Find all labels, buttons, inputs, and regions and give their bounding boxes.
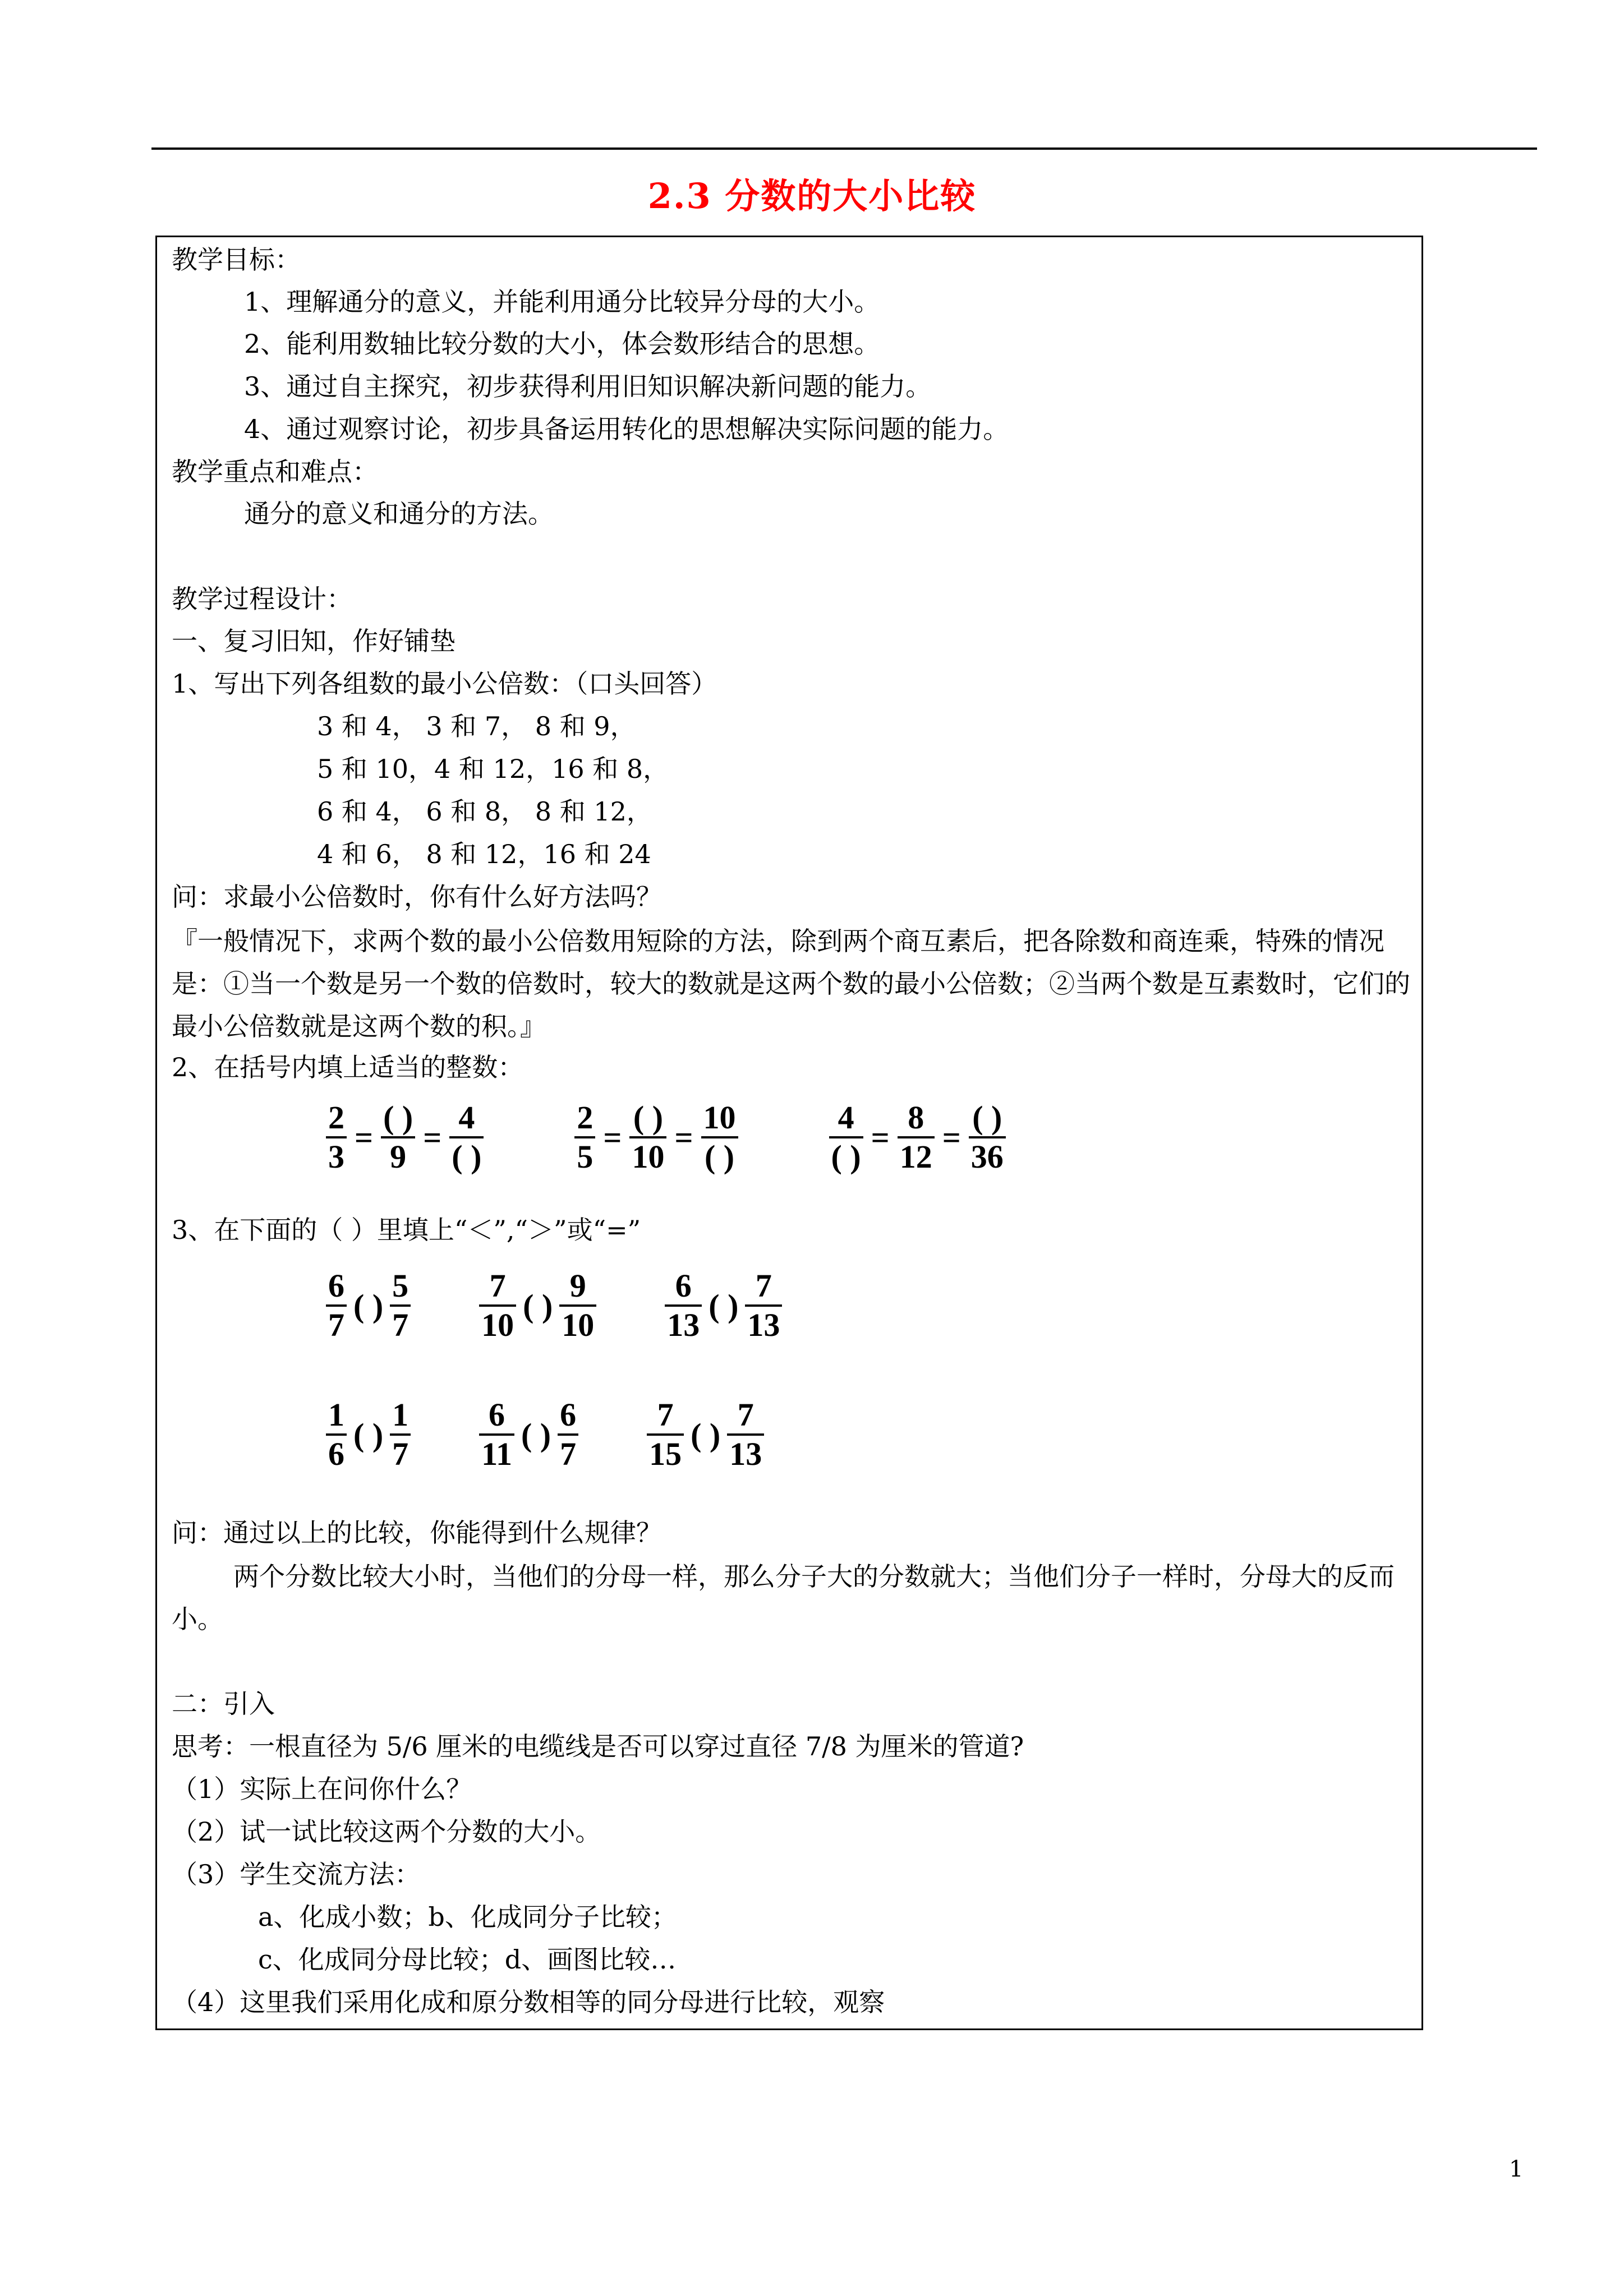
equation-group — [571, 1099, 741, 1175]
step-2: （2）试一试比较这两个分数的大小。 — [172, 1816, 601, 1847]
denominator: ( ) — [452, 1138, 482, 1175]
lcm-row-3: 6 和 4， 6 和 8， 8 和 12， — [317, 796, 652, 827]
denominator: 12 — [899, 1138, 932, 1175]
answer-1: 『一般情况下，求两个数的最小公倍数用短除的方法，除到两个商互素后，把各除数和商连乘，特殊的情况是：①当一个数是另一个数的倍数时，较大的数就是这两个数的最小公倍数；②当两个数是互素数时，它们的最小公倍数就是这两个数的积。』 — [172, 926, 1410, 1041]
blank-parentheses: ( ) — [353, 1416, 384, 1453]
comparison-pair — [323, 1267, 414, 1344]
equals-sign: = — [942, 1119, 961, 1156]
denominator: 13 — [729, 1436, 762, 1472]
equals-sign: = — [355, 1119, 374, 1156]
numerator: 4 — [458, 1099, 475, 1136]
numerator: 1 — [328, 1396, 344, 1433]
blank-parentheses: ( ) — [521, 1416, 551, 1453]
fraction — [898, 1099, 935, 1175]
answer-2: 两个分数比较大小时，当他们的分母一样，那么分子大的分数就大；当他们分子一样时，分母大的反而小。 — [172, 1561, 1395, 1634]
objective-4: 4、通过观察讨论，初步具备运用转化的思想解决实际问题的能力。 — [244, 414, 1009, 444]
ask-1: 问：求最小公倍数时，你有什么好方法吗？ — [172, 882, 662, 912]
denominator: 10 — [632, 1138, 665, 1175]
think-question: 思考：一根直径为 5/6 厘米的电缆线是否可以穿过直径 7/8 为厘米的管道? — [172, 1731, 1024, 1762]
equals-sign: = — [674, 1119, 693, 1156]
numerator: 4 — [838, 1099, 854, 1136]
denominator: 9 — [390, 1138, 407, 1175]
question-1: 1、写出下列各组数的最小公倍数：（口头回答） — [172, 668, 717, 699]
question-2: 2、在括号内填上适当的整数： — [172, 1052, 524, 1082]
numerator: 7 — [489, 1267, 506, 1304]
fraction — [969, 1099, 1006, 1175]
fraction — [727, 1396, 764, 1473]
denominator: 3 — [328, 1138, 344, 1175]
method-line-2: c、化成同分母比较；d、画图比较… — [258, 1944, 677, 1975]
compare-row-2 — [323, 1396, 829, 1473]
denominator: 10 — [562, 1307, 595, 1343]
numerator: 7 — [755, 1267, 772, 1304]
fraction — [479, 1267, 516, 1344]
denominator: 13 — [747, 1307, 780, 1343]
numerator: 7 — [657, 1396, 674, 1433]
fraction — [381, 1099, 415, 1175]
denominator: 7 — [392, 1307, 409, 1343]
numerator: 2 — [577, 1099, 594, 1136]
numerator: 6 — [560, 1396, 577, 1433]
fraction — [558, 1396, 578, 1473]
numerator: 6 — [675, 1267, 692, 1304]
question-3: 3、在下面的（ ）里填上“＜”,“＞”或“=” — [172, 1215, 641, 1245]
header-rule — [151, 147, 1537, 150]
method-line-1: a、化成小数；b、化成同分子比较； — [258, 1902, 677, 1932]
keypoints-text: 通分的意义和通分的方法。 — [244, 499, 554, 529]
fraction — [829, 1099, 863, 1175]
numerator: 1 — [392, 1396, 409, 1433]
page-title: 2.3 分数的大小比较 — [647, 176, 977, 216]
blank-parentheses: ( ) — [691, 1416, 721, 1453]
comparison-pair — [661, 1267, 785, 1344]
numerator: 9 — [569, 1267, 586, 1304]
step-3: （3）学生交流方法： — [172, 1859, 421, 1889]
fraction — [647, 1396, 684, 1473]
numerator: 5 — [392, 1267, 409, 1304]
ask-2: 问：通过以上的比较，你能得到什么规律？ — [172, 1518, 662, 1548]
fraction — [629, 1099, 666, 1175]
fraction — [479, 1396, 514, 1473]
equivalent-fractions-row — [323, 1099, 1093, 1175]
objective-1: 1、理解通分的意义，并能利用通分比较异分母的大小。 — [244, 287, 880, 317]
denominator: 6 — [328, 1436, 344, 1472]
fraction — [449, 1099, 484, 1175]
compare-row-1 — [323, 1267, 847, 1344]
numerator: ( ) — [383, 1099, 413, 1136]
denominator: 11 — [481, 1436, 512, 1472]
equals-sign: = — [603, 1119, 622, 1156]
objectives-label: 教学目标： — [172, 245, 301, 275]
numerator: 7 — [737, 1396, 754, 1433]
fraction — [574, 1099, 595, 1175]
denominator: 7 — [392, 1436, 409, 1472]
blank-parentheses: ( ) — [353, 1287, 384, 1324]
lcm-row-4: 4 和 6， 8 和 12，16 和 24 — [317, 839, 651, 869]
step-1: （1）实际上在问你什么？ — [172, 1774, 472, 1804]
numerator: 6 — [328, 1267, 344, 1304]
equation-group — [826, 1099, 1009, 1175]
denominator: ( ) — [704, 1138, 735, 1175]
numerator: 8 — [908, 1099, 924, 1136]
denominator: 5 — [577, 1138, 594, 1175]
fraction — [326, 1267, 347, 1344]
comparison-pair — [476, 1396, 582, 1473]
numerator: 10 — [703, 1099, 736, 1136]
objective-3: 3、通过自主探究，初步获得利用旧知识解决新问题的能力。 — [244, 371, 932, 402]
fraction — [559, 1267, 596, 1344]
fraction — [701, 1099, 738, 1175]
numerator: ( ) — [633, 1099, 664, 1136]
blank-parentheses: ( ) — [709, 1287, 739, 1324]
denominator: 7 — [328, 1307, 344, 1343]
fraction — [326, 1099, 347, 1175]
section-2-heading: 二：引入 — [172, 1689, 275, 1719]
denominator: 36 — [970, 1138, 1004, 1175]
equation-group — [323, 1099, 487, 1175]
blank-parentheses: ( ) — [523, 1287, 553, 1324]
fraction — [390, 1396, 411, 1473]
section-1-heading: 一、复习旧知，作好铺垫 — [172, 626, 456, 656]
lcm-row-2: 5 和 10，4 和 12，16 和 8， — [317, 754, 669, 784]
numerator: 6 — [489, 1396, 505, 1433]
objective-2: 2、能利用数轴比较分数的大小，体会数形结合的思想。 — [244, 329, 880, 359]
comparison-pair — [476, 1267, 600, 1344]
comparison-pair — [643, 1396, 767, 1473]
equals-sign: = — [871, 1119, 890, 1156]
fraction — [745, 1267, 782, 1344]
lcm-row-1: 3 和 4， 3 和 7， 8 和 9， — [317, 711, 636, 741]
denominator: 13 — [667, 1307, 700, 1343]
keypoints-label: 教学重点和难点： — [172, 457, 378, 487]
numerator: 2 — [328, 1099, 344, 1136]
fraction — [326, 1396, 347, 1473]
numerator: ( ) — [972, 1099, 1002, 1136]
equals-sign: = — [423, 1119, 442, 1156]
denominator: 10 — [481, 1307, 514, 1343]
fraction — [390, 1267, 411, 1344]
denominator: 15 — [649, 1436, 682, 1472]
denominator: 7 — [560, 1436, 577, 1472]
page-number: 1 — [1509, 2156, 1524, 2182]
process-label: 教学过程设计： — [172, 584, 352, 614]
fraction — [665, 1267, 702, 1344]
comparison-pair — [323, 1396, 414, 1473]
step-4: （4）这里我们采用化成和原分数相等的同分母进行比较，观察 — [172, 1987, 885, 2017]
denominator: ( ) — [831, 1138, 861, 1175]
